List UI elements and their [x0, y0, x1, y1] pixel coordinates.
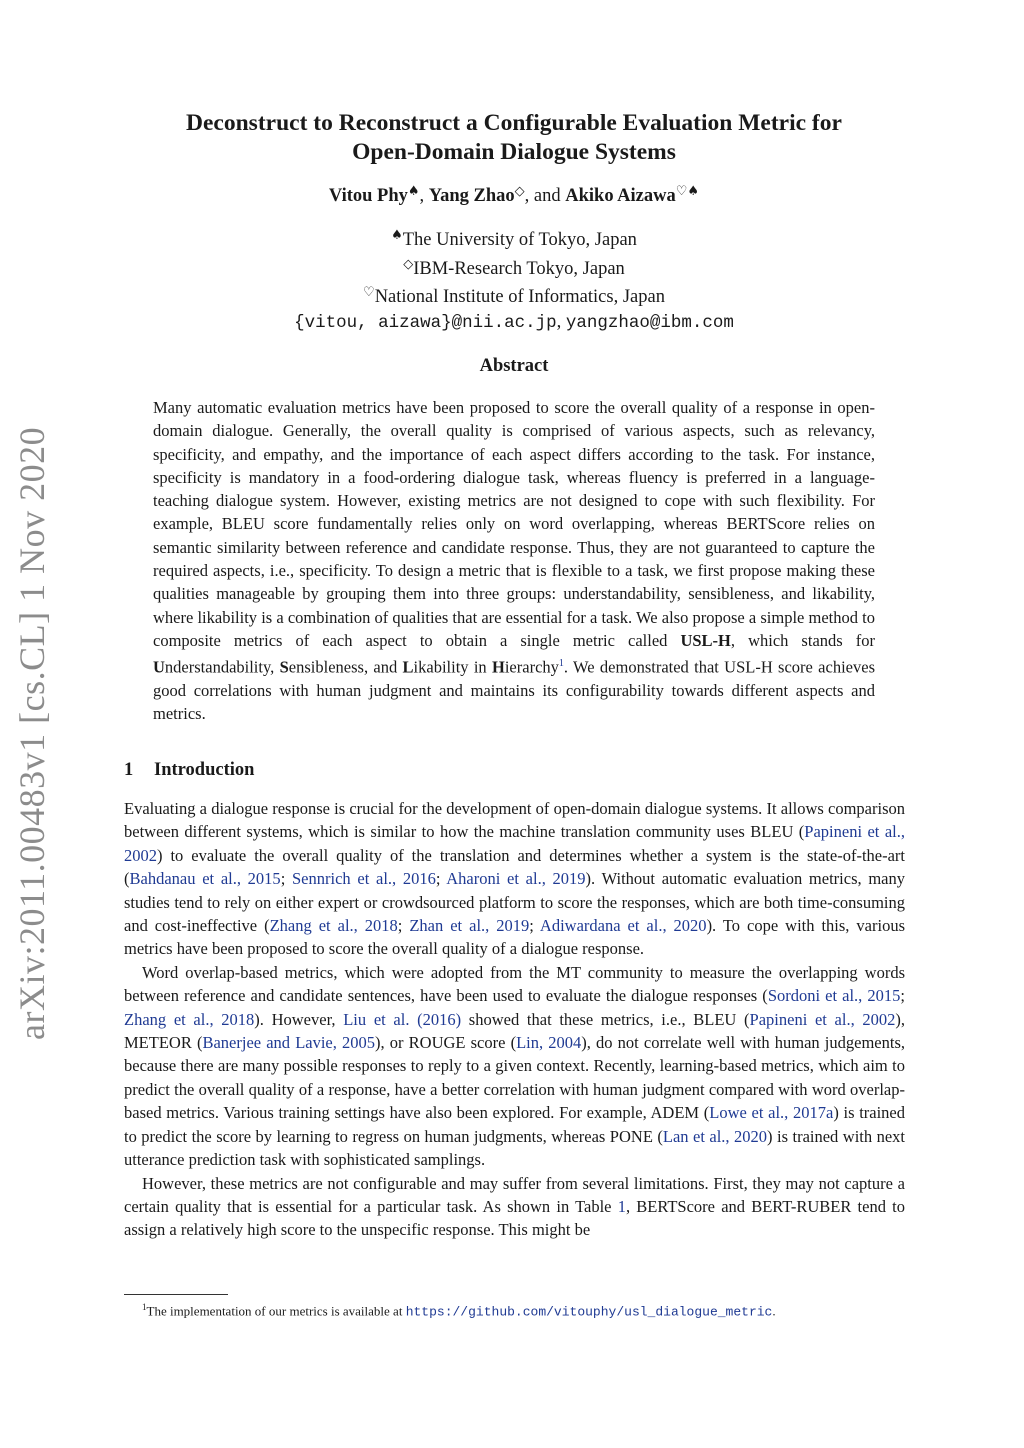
acronym-letter: S [279, 657, 289, 677]
text: showed that these metrics, i.e., BLEU ( [461, 1009, 750, 1029]
text: ). Without automatic evaluation metrics, many studies tend to rely on either expert or crowdsourced platform to score the responses, which are both time-consuming and cost-ineffective ( [124, 869, 905, 936]
author-separator: , [419, 186, 429, 206]
citation-link[interactable]: Liu et al. (2016) [343, 1009, 462, 1029]
paragraph-3 [124, 1172, 905, 1242]
acronym-letter: H [492, 657, 505, 677]
citation-link[interactable]: Lowe et al., 2017a [709, 1103, 834, 1123]
footnote-divider [124, 1294, 228, 1295]
footnote-marker[interactable]: 1 [558, 658, 564, 670]
text: ) to evaluate the overall quality of the translation and determines whether a system is the state-of-the-art ( [124, 845, 905, 889]
affiliation-tokyo [124, 224, 904, 253]
text: ; [435, 869, 447, 889]
heart-spade-icon: ♡♠ [675, 184, 700, 199]
author-1: Vitou Phy [328, 186, 408, 206]
metric-name: USL-H [680, 630, 731, 650]
text: ; [529, 916, 540, 936]
citation-link[interactable]: Lin, 2004 [516, 1033, 582, 1053]
abstract-part: , which stands for [730, 630, 875, 650]
paper-title [124, 109, 904, 167]
spade-icon: ♠ [407, 184, 420, 199]
citation-link[interactable]: Papineni et al., 2002 [749, 1009, 896, 1029]
text: ; [900, 986, 905, 1006]
text: However, these metrics are not configurable and may suffer from several limitations. First, they may not capture a certain quality that is essential for a particular task. As shown in Table [124, 1173, 905, 1216]
text: , BERTScore and BERT-RUBER tend to assign a relatively high score to the unspecific response. This might be [124, 1196, 905, 1240]
text: ), METEOR ( [124, 1009, 906, 1053]
footnote-text: The implementation of our metrics is available at [146, 1303, 406, 1319]
diamond-icon: ◇ [403, 256, 414, 272]
footnote-text: . [772, 1303, 776, 1319]
citation-link[interactable]: Adiwardana et al., 2020 [539, 916, 707, 936]
affiliation-name: National Institute of Informatics, Japan [374, 287, 665, 307]
email-single: yangzhao@ibm.com [565, 312, 734, 333]
citation-link[interactable]: Zhan et al., 2019 [409, 916, 530, 936]
title-line-1: Deconstruct to Reconstruct a Configurable Evaluation Metric for [186, 110, 842, 136]
text: ; [280, 869, 292, 889]
text: Word overlap-based metrics, which were adopted from the MT community to measure the overlapping words between reference and candidate sentences, have been used to evaluate the dialogue responses ( [124, 962, 905, 1006]
citation-link[interactable]: Zhang et al., 2018 [124, 1009, 255, 1029]
diamond-icon: ◇ [514, 184, 525, 199]
text: ) is trained to predict the score by learning to regress on human judgments, whereas PONE ( [124, 1103, 906, 1146]
citation-link[interactable]: Bahdanau et al., 2015 [129, 869, 281, 889]
abstract-part: ikability in [413, 657, 492, 677]
citation-link[interactable]: Lan et al., 2020 [662, 1126, 768, 1146]
paragraph-2 [124, 961, 905, 1172]
abstract-part: nderstandability, [164, 657, 280, 677]
section-heading [124, 760, 254, 781]
introduction-body [124, 797, 905, 1242]
footnote-number: 1 [142, 1302, 147, 1312]
affiliation-ibm [124, 253, 904, 282]
table-reference-link[interactable]: 1 [617, 1196, 626, 1216]
title-line-2: Open-Domain Dialogue Systems [352, 139, 676, 165]
section-title: Introduction [154, 760, 255, 780]
author-2: Yang Zhao [428, 186, 515, 206]
text: ) is trained with next utterance prediction task with sophisticated samplings. [124, 1126, 905, 1170]
author-3: Akiko Aizawa [565, 186, 676, 206]
abstract-part: ierarchy [504, 657, 559, 677]
affiliation-nii [124, 281, 904, 310]
citation-link[interactable]: Sennrich et al., 2016 [292, 869, 436, 889]
text: Evaluating a dialogue response is crucial for the development of open-domain dialogue systems. It allows comparison between different systems, which is similar to how the machine translation community uses BLEU ( [124, 799, 905, 842]
text: ), or ROUGE score ( [375, 1033, 517, 1053]
citation-link[interactable]: Banerjee and Lavie, 2005 [202, 1033, 376, 1053]
author-separator: , and [524, 186, 566, 206]
abstract-part: ensibleness, and [288, 657, 403, 677]
abstract-part: Many automatic evaluation metrics have been proposed to score the overall quality of a response in open-domain dialogue. Generally, the overall quality is comprised of various aspects, such as relevancy, specificity, and empathy, and the importance of each aspect differs according to the task. For instance, specificity is mandatory in a food-ordering dialogue task, whereas fluency is preferred in a language-teaching dialogue system. However, existing metrics are not designed to cope with such flexibility. For example, BLEU score fundamentally relies only on word overlapping, whereas BERTScore relies on semantic similarity between reference and candidate response. Thus, they are not guaranteed to capture the required aspects, i.e., specificity. To design a metric that is flexible to a task, we first propose making these qualities manageable by grouping them into three groups: understandability, sensibleness, and likability, where likability is a combination of qualities that are essential for a task. We also propose a simple method to composite metrics of each aspect to obtain a single metric called [153, 398, 875, 650]
citation-link[interactable]: Zhang et al., 2018 [269, 916, 398, 936]
affiliations [124, 224, 904, 335]
footnote [142, 1298, 776, 1321]
email-group: {vitou, aizawa}@nii.ac.jp [294, 312, 557, 333]
acronym-letter: L [402, 657, 414, 677]
paragraph-1 [124, 797, 905, 961]
affiliation-name: IBM-Research Tokyo, Japan [413, 258, 625, 279]
abstract-heading: Abstract [479, 356, 549, 376]
arxiv-identifier[interactable]: arXiv:2011.00483v1 [cs.CL] 1 Nov 2020 [12, 426, 52, 1040]
author-list [124, 179, 904, 209]
abstract-text [153, 396, 875, 726]
text: ). To cope with this, various metrics have been proposed to score the overall quality of a dialogue response. [124, 916, 905, 959]
text: ), do not correlate well with human judgements, because there are many possible responses to reply to a given context. Recently, learning-based metrics, which aim to predict the overall quality of a response, have a better correlation with human judgment compared with word overlap-based metrics. Various training settings have also been explored. For example, ADEM ( [124, 1033, 905, 1123]
abstract-part: . We demonstrated that USL-H score achieves good correlations with human judgment and maintains its configurability towards different aspects and metrics. [153, 657, 875, 724]
citation-link[interactable]: Aharoni et al., 2019 [446, 869, 586, 889]
text: ). However, [254, 1009, 344, 1029]
citation-link[interactable]: Papineni et al., 2002 [124, 822, 905, 865]
acronym-letter: U [153, 657, 165, 677]
github-link[interactable]: https://github.com/vitouphy/usl_dialogue_metric [405, 1304, 773, 1320]
citation-link[interactable]: Sordoni et al., 2015 [767, 986, 901, 1006]
affiliation-name: The University of Tokyo, Japan [402, 230, 637, 250]
emails: {vitou, aizawa}@nii.ac.jp, yangzhao@ibm.com [294, 311, 734, 333]
spade-icon: ♠ [391, 228, 403, 243]
text: ; [397, 916, 410, 936]
heart-icon: ♡ [363, 285, 375, 300]
section-number: 1 [124, 760, 134, 780]
